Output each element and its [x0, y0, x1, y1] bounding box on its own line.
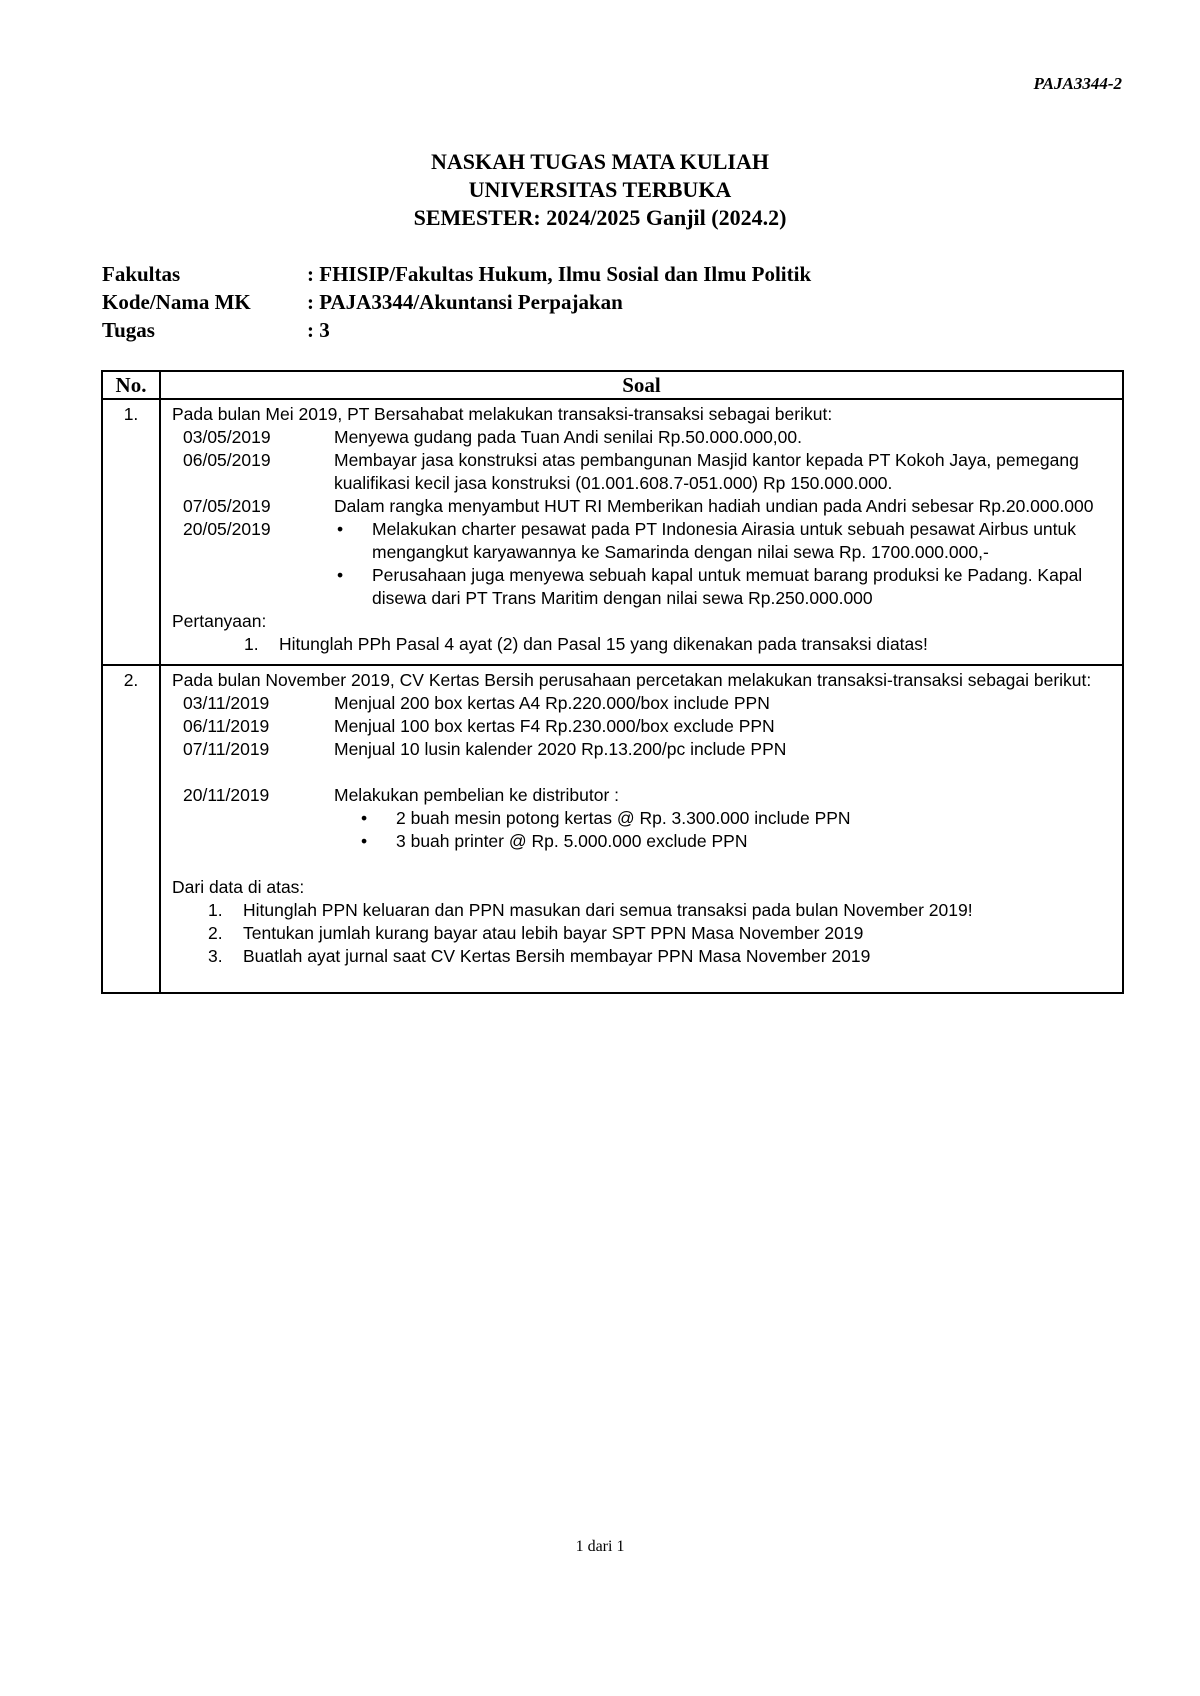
transaction-date: 06/11/2019 [183, 716, 270, 736]
question-item-number: 2. [208, 923, 223, 943]
transaction-date: 03/05/2019 [183, 427, 271, 447]
question-label: Dari data di atas: [172, 877, 305, 897]
spacer [172, 853, 1114, 876]
transaction-row [172, 692, 1114, 715]
meta-assignment [102, 316, 811, 344]
question-item-number: 1. [208, 900, 223, 920]
transaction-description: Membayar jasa konstruksi atas pembangunan Masjid kantor kepada PT Kokoh Jaya, pemegang kualifikasi kecil jasa konstruksi (01.001.608.7-051.000) Rp 150.000.000. [334, 450, 1079, 493]
question-list [172, 633, 1114, 656]
transaction-row [172, 784, 1114, 807]
transaction-date: 06/05/2019 [183, 450, 271, 470]
bullet-text: 2 buah mesin potong kertas @ Rp. 3.300.000 include PPN [396, 808, 851, 828]
table-row [102, 399, 1123, 665]
question-item-text: Buatlah ayat jurnal saat CV Kertas Bersih membayar PPN Masa November 2019 [243, 946, 871, 966]
list-item [334, 564, 1114, 610]
meta-faculty-label: Fakultas [102, 262, 181, 286]
transaction-row [172, 426, 1114, 449]
document-header [0, 148, 1200, 232]
document-code: PAJA3344-2 [1033, 74, 1122, 93]
column-header-soal: Soal [160, 371, 1123, 399]
transaction-date: 20/11/2019 [183, 785, 270, 805]
bullet-text: Perusahaan juga menyewa sebuah kapal untuk memuat barang produksi ke Padang. Kapal disewa dari PT Trans Maritim dengan nilai sewa Rp.250.000.000 [372, 565, 1083, 608]
list-item [244, 633, 1114, 656]
meta-faculty [102, 260, 811, 288]
question-item-number: 1. [244, 634, 259, 654]
list-item [358, 830, 1114, 853]
bullet-icon: • [337, 565, 344, 585]
list-item [208, 899, 1114, 922]
transaction-date: 03/11/2019 [183, 693, 270, 713]
question-number: 1. [102, 399, 160, 665]
list-item [208, 922, 1114, 945]
question-item-text: Tentukan jumlah kurang bayar atau lebih bayar SPT PPN Masa November 2019 [243, 923, 864, 943]
header-university: UNIVERSITAS TERBUKA [468, 177, 732, 202]
header-semester: SEMESTER: 2024/2025 Ganjil (2024.2) [413, 205, 787, 230]
question-content [160, 665, 1123, 993]
meta-assignment-value: : 3 [307, 318, 330, 342]
question-list [172, 899, 1114, 968]
transaction-description: Menyewa gudang pada Tuan Andi senilai Rp.50.000.000,00. [334, 427, 802, 447]
page-number: 1 dari 1 [575, 1538, 625, 1555]
transaction-date: 07/05/2019 [183, 496, 271, 516]
list-item [358, 807, 1114, 830]
bullet-text: 3 buah printer @ Rp. 5.000.000 exclude PPN [396, 831, 748, 851]
transaction-description: Melakukan pembelian ke distributor : [334, 785, 620, 805]
transaction-row [172, 518, 1114, 610]
transaction-date: 07/11/2019 [183, 739, 270, 759]
question-item-number: 3. [208, 946, 223, 966]
transaction-row [172, 738, 1114, 761]
transaction-description [334, 518, 1114, 610]
course-info [102, 260, 811, 344]
transaction-row [172, 495, 1114, 518]
purchase-bullets [172, 807, 1114, 853]
transaction-bullets [334, 518, 1114, 610]
table-row [102, 665, 1123, 993]
meta-course-value: : PAJA3344/Akuntansi Perpajakan [307, 290, 623, 314]
bullet-icon: • [337, 519, 344, 539]
question-label: Pertanyaan: [172, 611, 267, 631]
spacer [172, 761, 1114, 784]
meta-course [102, 288, 811, 316]
transaction-date: 20/05/2019 [183, 519, 271, 539]
question-item-text: Hitunglah PPN keluaran dan PPN masukan dari semua transaksi pada bulan November 2019! [243, 900, 973, 920]
transaction-description: Menjual 100 box kertas F4 Rp.230.000/box exclude PPN [334, 716, 775, 736]
question-content [160, 399, 1123, 665]
bullet-icon: • [361, 808, 368, 828]
transaction-description: Dalam rangka menyambut HUT RI Memberikan hadiah undian pada Andri sebesar Rp.20.000.000 [334, 496, 1094, 516]
meta-faculty-value: : FHISIP/Fakultas Hukum, Ilmu Sosial dan Ilmu Politik [307, 262, 812, 286]
transaction-row [172, 715, 1114, 738]
list-item [208, 945, 1114, 968]
question-table [101, 370, 1124, 994]
column-header-no: No. [102, 371, 160, 399]
question-number: 2. [102, 665, 160, 993]
question-intro: Pada bulan Mei 2019, PT Bersahabat melakukan transaksi-transaksi sebagai berikut: [172, 404, 833, 424]
table-header-row [102, 371, 1123, 399]
transaction-description: Menjual 200 box kertas A4 Rp.220.000/box include PPN [334, 693, 770, 713]
question-intro: Pada bulan November 2019, CV Kertas Bersih perusahaan percetakan melakukan transaksi-transaksi sebagai berikut: [172, 670, 1092, 690]
question-item-text: Hitunglah PPh Pasal 4 ayat (2) dan Pasal 15 yang dikenakan pada transaksi diatas! [279, 634, 928, 654]
transaction-description: Menjual 10 lusin kalender 2020 Rp.13.200/pc include PPN [334, 739, 787, 759]
header-title: NASKAH TUGAS MATA KULIAH [431, 149, 769, 174]
bullet-text: Melakukan charter pesawat pada PT Indonesia Airasia untuk sebuah pesawat Airbus untuk mengangkut karyawannya ke Samarinda dengan nilai sewa Rp. 1700.000.000,- [372, 519, 1077, 562]
list-item [334, 518, 1114, 564]
transaction-row [172, 449, 1114, 495]
bullet-icon: • [361, 831, 368, 851]
meta-assignment-label: Tugas [102, 318, 155, 342]
meta-course-label: Kode/Nama MK [102, 290, 251, 314]
